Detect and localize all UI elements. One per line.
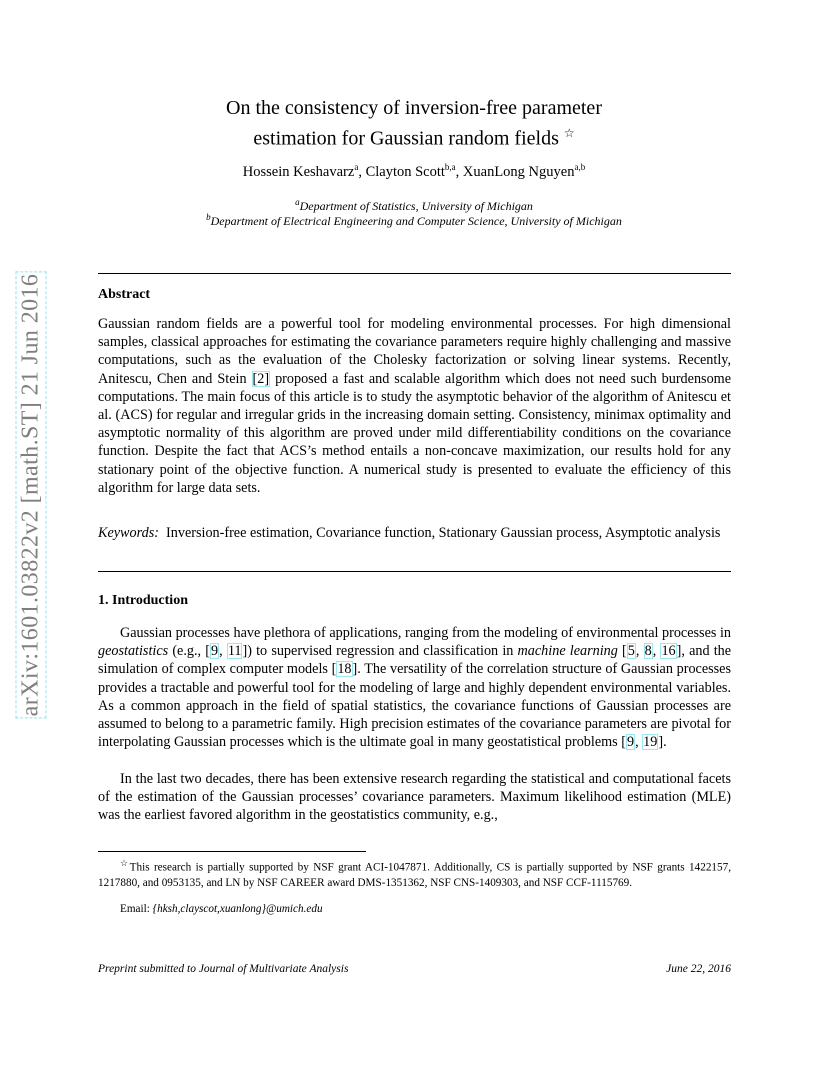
intro-paragraph-2: In the last two decades, there has been extensive research regarding the statistical and computational facets of the estimation of the Gaussian processes’ covariance parameters. Maximum likelihood estimation (MLE) was the earliest favored algorithm in the geostatistics community, e.g., bbox=[98, 771, 731, 824]
affiliation-text: Department of Electrical Engineering and Computer Science, University of Michigan bbox=[210, 214, 622, 228]
author-name: XuanLong Nguyen bbox=[462, 163, 575, 180]
citation-link[interactable]: 19 bbox=[643, 734, 658, 751]
body-text: ]) to supervised regression and classification in bbox=[242, 643, 518, 660]
body-text: Gaussian processes have plethora of applications, ranging from the modeling of environmental processes in bbox=[120, 625, 731, 641]
body-text: ]. bbox=[658, 734, 667, 751]
keywords-label: Keywords: bbox=[98, 525, 159, 541]
citation-link[interactable]: 5 bbox=[627, 643, 635, 660]
emphasis-text: machine learning bbox=[517, 643, 618, 660]
citation-link[interactable]: 9 bbox=[210, 643, 219, 660]
footer-date: June 22, 2016 bbox=[666, 963, 731, 975]
author-separator: , bbox=[358, 163, 366, 180]
affiliation-text: Department of Statistics, University of Michigan bbox=[299, 199, 533, 213]
body-text: , bbox=[635, 734, 643, 751]
abstract-body bbox=[98, 315, 731, 497]
paper-title-line-1: On the consistency of inversion-free parameter bbox=[226, 97, 602, 119]
affiliation-mark: b bbox=[206, 212, 211, 222]
title-footnote-star-icon[interactable]: ☆ bbox=[563, 126, 575, 140]
citation-link[interactable]: 16 bbox=[661, 643, 676, 660]
author-name: Clayton Scott bbox=[365, 163, 445, 180]
footnote-text: This research is partially supported by NSF grant ACI-1047871. Additionally, CS is partially supported by NSF grants 1422157, 1217880, and 0953135, and LN by NSF CAREER award DMS-1351362, NSF CNS-1409303, and NSF CCF-1115769. bbox=[98, 861, 731, 889]
citation-link[interactable]: [2] bbox=[252, 370, 270, 387]
footnote-rule bbox=[98, 851, 366, 852]
intro-paragraph-1 bbox=[98, 624, 731, 751]
citation-link[interactable]: 8 bbox=[644, 643, 652, 660]
body-text: [ bbox=[617, 643, 627, 660]
body-text: ]. The versatility of the correlation structure of Gaussian processes provides a tractable and powerful tool for the modeling of large and highly dependent environmental variables. As a common approach in the field of spatial statistics, the covariance functions of Gaussian processes are assumed to belong to a parametric family. High precision estimates of the covariance parameters are pivotal for interpolating Gaussian processes which is the ultimate goal in many geostatistical problems [ bbox=[98, 661, 731, 751]
email-label: Email: bbox=[120, 903, 153, 915]
affiliation-mark: a bbox=[295, 197, 300, 207]
arxiv-identifier-stamp bbox=[16, 245, 46, 745]
body-text: , bbox=[635, 643, 644, 660]
citation-link[interactable]: 11 bbox=[227, 643, 242, 660]
paper-title-line-2 bbox=[0, 120, 828, 152]
footnote bbox=[98, 856, 731, 891]
emphasis-text: geostatistics bbox=[98, 643, 169, 660]
author-name: Hossein Keshavarz bbox=[242, 163, 355, 180]
paper-title-text: estimation for Gaussian random fields bbox=[253, 127, 559, 150]
body-text: (e.g., [ bbox=[168, 643, 210, 660]
footnote-email bbox=[98, 902, 731, 917]
author-affiliation-mark: a bbox=[354, 162, 359, 172]
arxiv-identifier-text: arXiv:1601.03822v2 [math.ST] 21 Jun 2016 bbox=[17, 273, 44, 717]
section-heading-introduction: 1. Introduction bbox=[98, 593, 188, 608]
author-separator: , bbox=[455, 163, 463, 180]
abstract-text: proposed a fast and scalable algorithm which does not need such burdensome computations. The main focus of this article is to study the asymptotic behavior of the algorithm of Anitescu et al. (ACS) for regular and irregular grids in the increasing domain setting. Consistency, minimax optimality and asymptotic normality of this algorithm are proved under mild differentiability conditions on the covariance function. Despite the fact that ACS’s method entails a non-concave maximization, our results hold for any stationary point of the objective function. A numerical study is presented to evaluate the efficiency of this algorithm for large data sets. bbox=[98, 370, 731, 496]
citation-link[interactable]: 9 bbox=[626, 734, 635, 751]
author-affiliation-mark: a,b bbox=[574, 162, 586, 172]
abstract-top-rule bbox=[98, 273, 731, 274]
abstract-text: Gaussian random fields are a powerful tool for modeling environmental processes. For high dimensional samples, classical approaches for estimating the covariance parameters require highly challenging and massive computations, such as the evaluation of the Cholesky factorization or solving linear systems. Recently, Anitescu, Chen and Stein bbox=[98, 316, 731, 387]
author-list bbox=[0, 162, 828, 181]
abstract-heading: Abstract bbox=[98, 287, 151, 302]
footnote-star-icon: ☆ bbox=[120, 858, 130, 868]
body-text: ], and the simulation of complex computer models [ bbox=[98, 643, 732, 678]
footer-preprint-note: Preprint submitted to Journal of Multivariate Analysis bbox=[98, 963, 349, 975]
body-text: , bbox=[652, 643, 661, 660]
keywords-text: Inversion-free estimation, Covariance function, Stationary Gaussian process, Asymptotic analysis bbox=[166, 525, 721, 541]
body-text: , bbox=[219, 643, 227, 660]
abstract-bottom-rule bbox=[98, 571, 731, 572]
affiliation-b bbox=[0, 212, 828, 229]
keywords-block bbox=[98, 524, 731, 542]
author-affiliation-mark: b,a bbox=[444, 162, 456, 172]
citation-link[interactable]: 18 bbox=[337, 661, 352, 678]
email-address-link[interactable]: {hksh,clayscot,xuanlong}@umich.edu bbox=[152, 903, 323, 915]
